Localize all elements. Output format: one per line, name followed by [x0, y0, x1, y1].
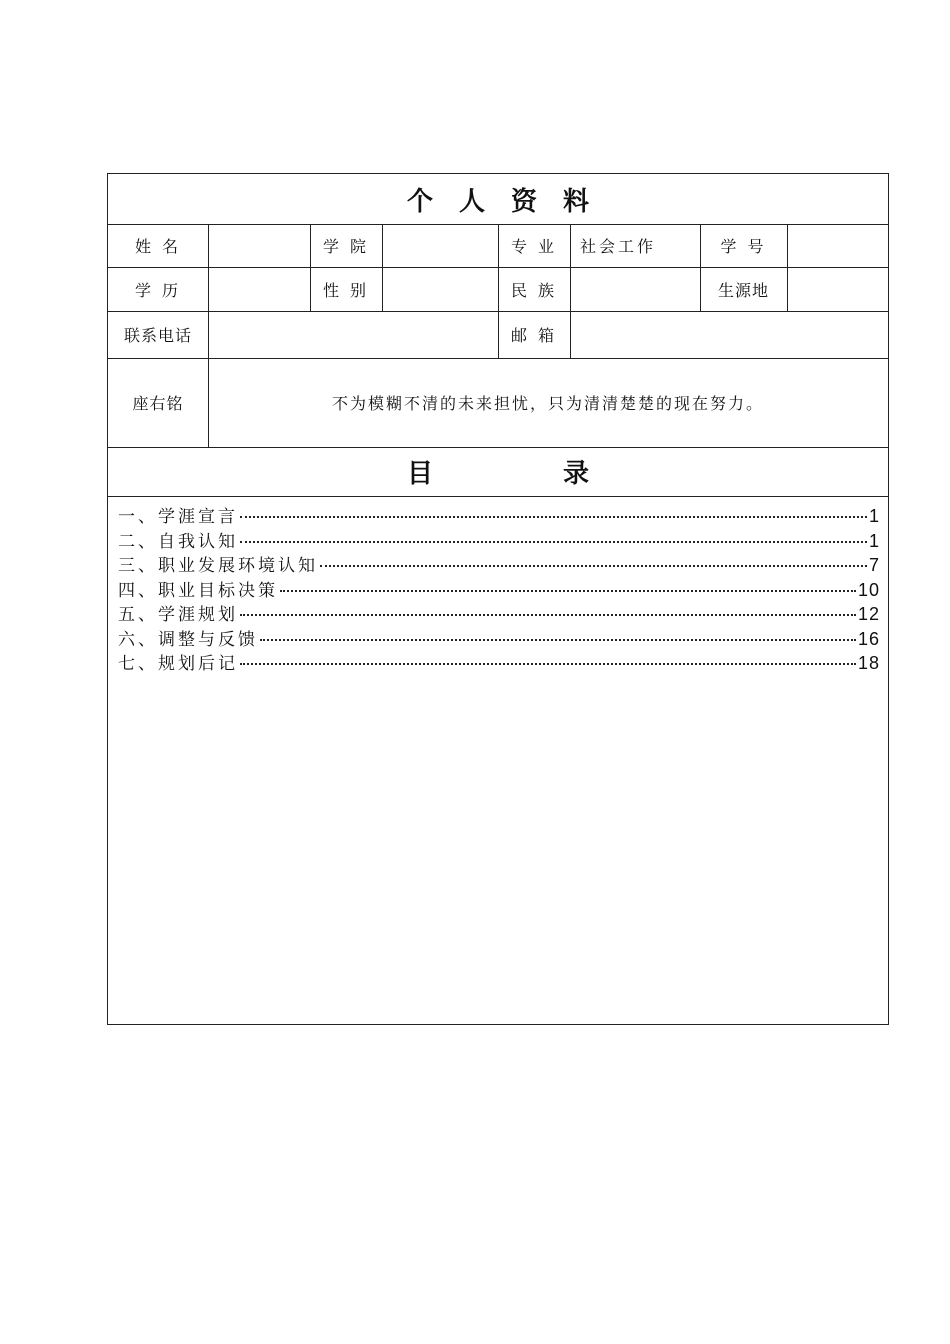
toc-leader — [280, 590, 856, 592]
education-label: 学 历 — [134, 280, 182, 300]
ethnicity-label: 民 族 — [510, 280, 558, 300]
toc-item-page: 18 — [857, 653, 880, 673]
toc-item[interactable] — [118, 649, 880, 674]
toc-item-page: 12 — [857, 604, 880, 624]
motto-field[interactable]: 不为模糊不清的未来担忧，只为清清楚楚的现在努力。 — [331, 394, 764, 413]
phone-field[interactable] — [208, 311, 498, 358]
toc-item-page: 7 — [868, 555, 880, 575]
toc-item-label: 六、调整与反馈 — [118, 629, 258, 650]
name-field[interactable] — [208, 224, 310, 267]
ethnicity-field[interactable] — [570, 267, 700, 311]
email-label: 邮 箱 — [510, 326, 558, 345]
college-label: 学 院 — [322, 237, 370, 256]
toc-item-label: 四、职业目标决策 — [118, 580, 278, 601]
toc-item[interactable] — [118, 576, 880, 601]
origin-field[interactable] — [787, 267, 888, 311]
gender-label: 性 别 — [322, 280, 370, 300]
major-label: 专 业 — [510, 237, 558, 256]
toc-item-page: 10 — [857, 579, 880, 600]
toc-leader — [320, 565, 867, 567]
name-label: 姓 名 — [134, 237, 182, 256]
divider — [108, 496, 888, 497]
toc-leader — [240, 541, 867, 543]
college-field[interactable] — [382, 224, 498, 267]
phone-label: 联系电话 — [123, 326, 192, 345]
toc-item[interactable] — [118, 527, 880, 552]
toc-item-page: 16 — [857, 628, 880, 649]
toc-item-label: 五、学涯规划 — [118, 605, 238, 625]
major-field[interactable]: 社会工作 — [580, 237, 657, 256]
toc-leader — [240, 516, 867, 518]
toc-item-label: 三、职业发展环境认知 — [118, 556, 318, 576]
toc-item-label: 七、规划后记 — [118, 654, 238, 674]
gender-field[interactable] — [382, 267, 498, 311]
toc-item-label: 二、自我认知 — [118, 531, 238, 552]
origin-label: 生源地 — [717, 280, 769, 300]
toc-leader — [260, 639, 856, 641]
toc-item-label: 一、学涯宣言 — [118, 507, 238, 527]
toc-title: 目 录 — [406, 459, 589, 489]
toc-item[interactable] — [118, 551, 880, 576]
profile-title: 个 人 资 料 — [406, 186, 589, 217]
email-field[interactable] — [570, 311, 888, 358]
education-field[interactable] — [208, 267, 310, 311]
student-id-field[interactable] — [787, 224, 888, 267]
profile-form — [107, 173, 889, 1025]
toc-list — [118, 502, 880, 674]
toc-leader — [240, 663, 856, 665]
toc-item[interactable] — [118, 502, 880, 527]
toc-item[interactable] — [118, 600, 880, 625]
student-id-label: 学 号 — [720, 237, 767, 256]
toc-item-page: 1 — [868, 506, 880, 526]
motto-label: 座右铭 — [132, 394, 184, 413]
toc-item-page: 1 — [868, 530, 880, 551]
toc-item[interactable] — [118, 625, 880, 650]
toc-leader — [240, 614, 856, 616]
